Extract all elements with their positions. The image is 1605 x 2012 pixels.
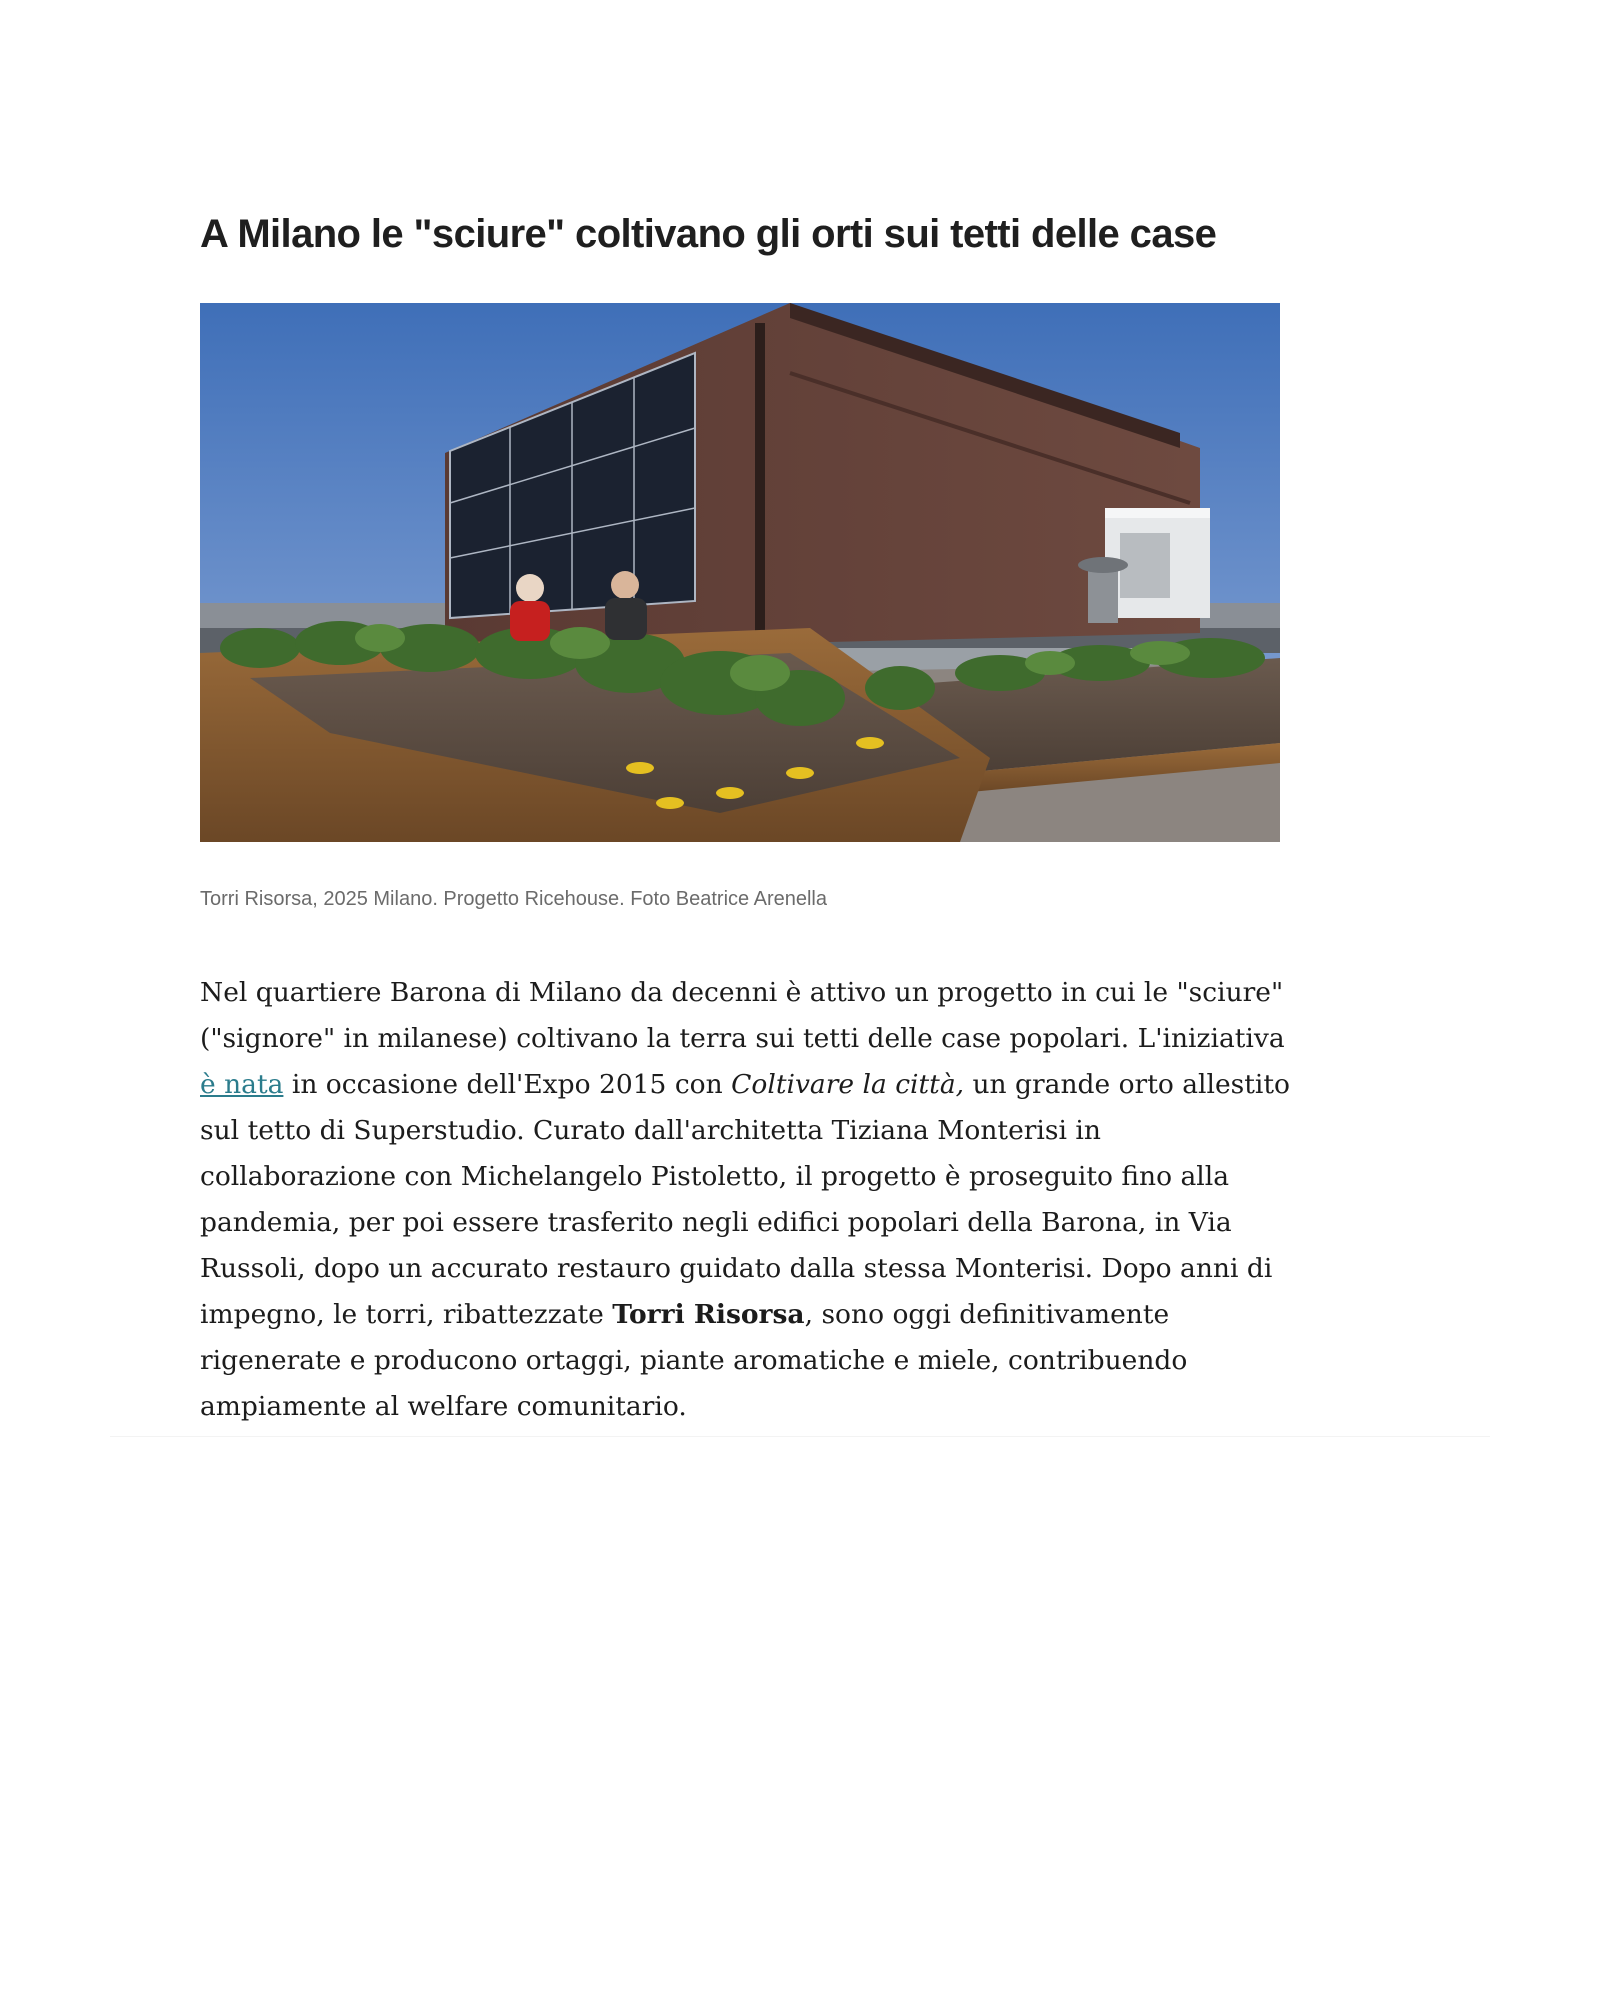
nata-link[interactable]: è nata — [200, 1069, 284, 1100]
bold-name: Torri Risorsa — [612, 1299, 805, 1330]
paragraph-text-1: Nel quartiere Barona di Milano da decenni è attivo un progetto in cui le "sciure" ("signore" in milanese) coltivano la terra sui tetti delle case popolari. L'iniziativa — [200, 977, 1285, 1054]
image-caption: Torri Risorsa, 2025 Milano. Progetto Ricehouse. Foto Beatrice Arenella — [200, 888, 827, 910]
paragraph-text-3: un grande orto allestito sul tetto di Superstudio. Curato dall'architetta Tiziana Monterisi in collaborazione con Michelangelo Pistoletto, il progetto è proseguito fino alla pandemia, per poi essere trasferito negli edifici popolari della Barona, in Via Russoli, dopo un accurato restauro guidato dalla stessa Monterisi. Dopo anni di impegno, le torri, ribattezzate — [200, 1069, 1291, 1330]
article-photo — [200, 303, 1280, 842]
paragraph-text-2: in occasione dell'Expo 2015 con — [283, 1069, 732, 1100]
article-title: A Milano le "sciure" coltivano gli orti sui tetti delle case — [200, 212, 1217, 256]
italic-title: Coltivare la città, — [731, 1069, 965, 1100]
paragraph-text-4: , sono oggi definitivamente rigenerate e producono ortaggi, piante aromatiche e miele, contribuendo ampiamente al welfare comunitario. — [200, 1299, 1188, 1422]
article-paragraph — [200, 970, 1290, 1430]
content-divider — [110, 1436, 1490, 1437]
